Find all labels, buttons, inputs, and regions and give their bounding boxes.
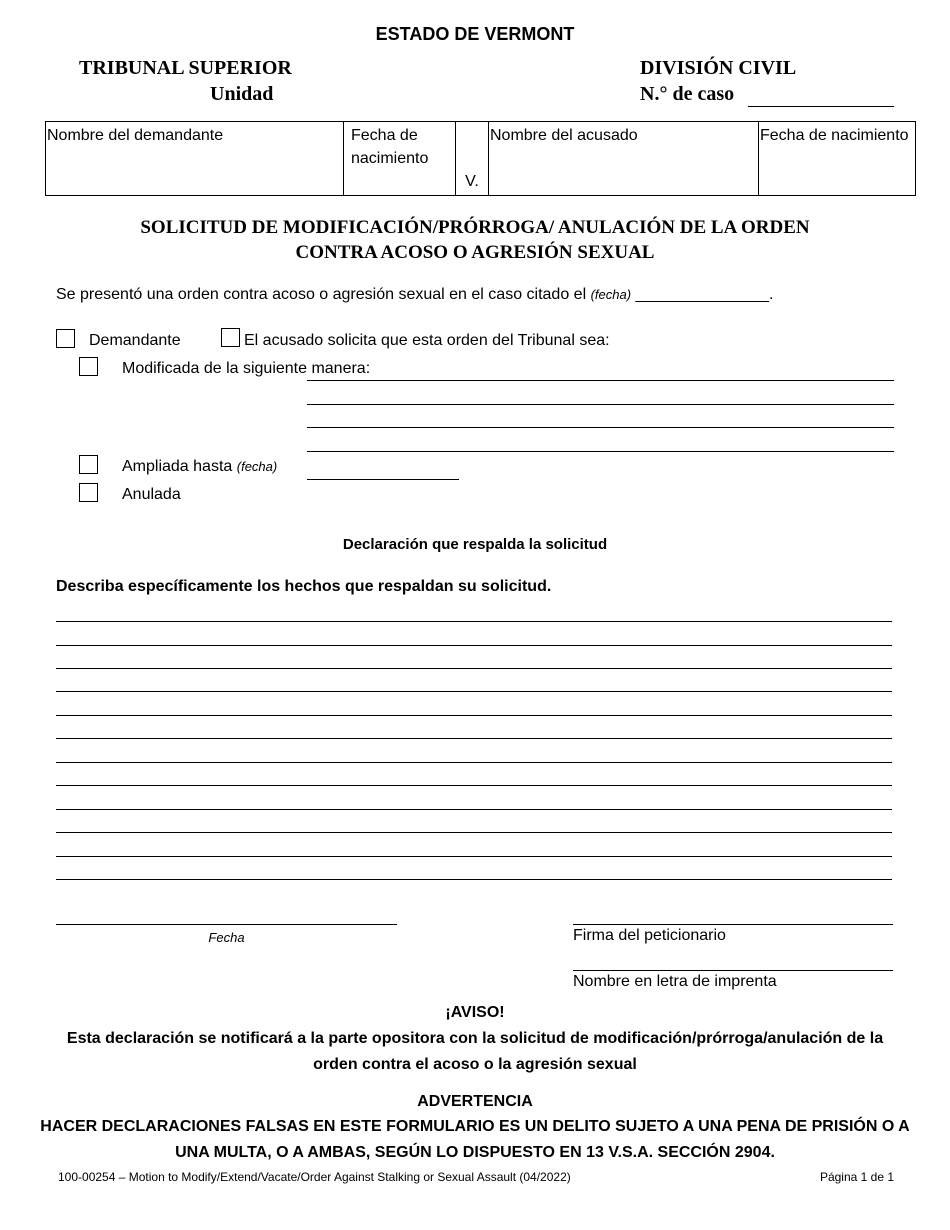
plaintiff-name-cell[interactable] [46, 122, 344, 196]
modified-checkbox[interactable] [79, 357, 98, 376]
defendant-option-label: El acusado solicita que esta orden del Tribunal sea: [244, 332, 610, 349]
plaintiff-name-label: Nombre del demandante [47, 127, 224, 144]
parties-table [45, 121, 916, 196]
statement-line[interactable] [56, 856, 892, 857]
statement-heading: Declaración que respalda la solicitud [342, 536, 608, 553]
vacated-option-label: Anulada [122, 486, 181, 503]
court-label: TRIBUNAL SUPERIOR [79, 57, 292, 79]
statement-line[interactable] [56, 668, 892, 669]
page-number: Página 1 de 1 [819, 1170, 894, 1184]
extended-date-field[interactable] [307, 479, 459, 480]
notice-line2: orden contra el acoso o la agresión sexual [313, 1056, 637, 1073]
intro-date-hint: (fecha) [590, 287, 632, 302]
extended-checkbox[interactable] [79, 455, 98, 474]
statement-line[interactable] [56, 645, 892, 646]
notice-line1: Esta declaración se notificará a la parte opositora con la solicitud de modificación/prórroga/anulación de la [66, 1030, 884, 1047]
statement-line[interactable] [56, 785, 892, 786]
form-id-footer: 100-00254 – Motion to Modify/Extend/Vacate/Order Against Stalking or Sexual Assault (04/2022) [58, 1170, 571, 1184]
case-number-field[interactable] [748, 106, 894, 107]
statement-line[interactable] [56, 832, 892, 833]
vacated-checkbox[interactable] [79, 483, 98, 502]
defendant-dob-label: Fecha de nacimiento [760, 127, 909, 144]
warning-heading: ADVERTENCIA [417, 1093, 533, 1110]
date-signature-label: Fecha [208, 930, 245, 945]
case-number-label: N.° de caso [640, 83, 735, 105]
plaintiff-checkbox[interactable] [56, 329, 75, 348]
extended-option-label: Ampliada hasta [122, 458, 233, 475]
statement-line[interactable] [56, 715, 892, 716]
intro-sentence [56, 286, 773, 304]
versus-cell [456, 122, 489, 196]
petitioner-signature-field[interactable] [573, 924, 893, 925]
unit-label: Unidad [210, 83, 274, 105]
statement-instruction: Describa específicamente los hechos que respaldan su solicitud. [56, 578, 552, 595]
date-signature-field[interactable] [56, 924, 397, 925]
modification-line[interactable] [307, 404, 894, 405]
extended-date-hint: (fecha) [236, 459, 278, 474]
division-label: DIVISIÓN CIVIL [640, 57, 797, 79]
form-title-line1: SOLICITUD DE MODIFICACIÓN/PRÓRROGA/ ANULACIÓN DE LA ORDEN [140, 217, 810, 238]
plaintiff-dob-label: Fecha de nacimiento [351, 127, 429, 167]
statement-line[interactable] [56, 879, 892, 880]
print-name-field[interactable] [573, 970, 893, 971]
statement-line[interactable] [56, 691, 892, 692]
statement-line[interactable] [56, 809, 892, 810]
petitioner-signature-label: Firma del peticionario [573, 927, 726, 944]
print-name-label: Nombre en letra de imprenta [573, 973, 777, 990]
defendant-dob-cell[interactable] [759, 122, 916, 196]
defendant-checkbox[interactable] [221, 328, 240, 347]
modified-option-label: Modificada de la siguiente manera: [122, 360, 371, 377]
warning-line1: HACER DECLARACIONES FALSAS EN ESTE FORMULARIO ES UN DELITO SUJETO A UNA PENA DE PRISIÓN O A [40, 1118, 910, 1135]
state-heading: ESTADO DE VERMONT [375, 24, 575, 44]
extended-option [122, 458, 277, 476]
statement-line[interactable] [56, 738, 892, 739]
defendant-name-cell[interactable] [489, 122, 759, 196]
modification-line[interactable] [307, 427, 894, 428]
plaintiff-dob-cell[interactable] [344, 122, 456, 196]
form-title-line2: CONTRA ACOSO O AGRESIÓN SEXUAL [295, 242, 655, 263]
modification-line[interactable] [307, 451, 894, 452]
intro-date-field[interactable]: _______________. [635, 286, 774, 303]
intro-text: Se presentó una orden contra acoso o agresión sexual en el caso citado el [56, 286, 587, 303]
notice-heading: ¡AVISO! [445, 1004, 505, 1021]
warning-line2: UNA MULTA, O A AMBAS, SEGÚN LO DISPUESTO EN 13 V.S.A. SECCIÓN 2904. [175, 1144, 775, 1161]
plaintiff-option-label: Demandante [89, 332, 181, 349]
statement-line[interactable] [56, 621, 892, 622]
versus-label: V. [465, 173, 479, 190]
modification-line[interactable] [307, 380, 894, 381]
defendant-name-label: Nombre del acusado [490, 127, 638, 144]
statement-line[interactable] [56, 762, 892, 763]
